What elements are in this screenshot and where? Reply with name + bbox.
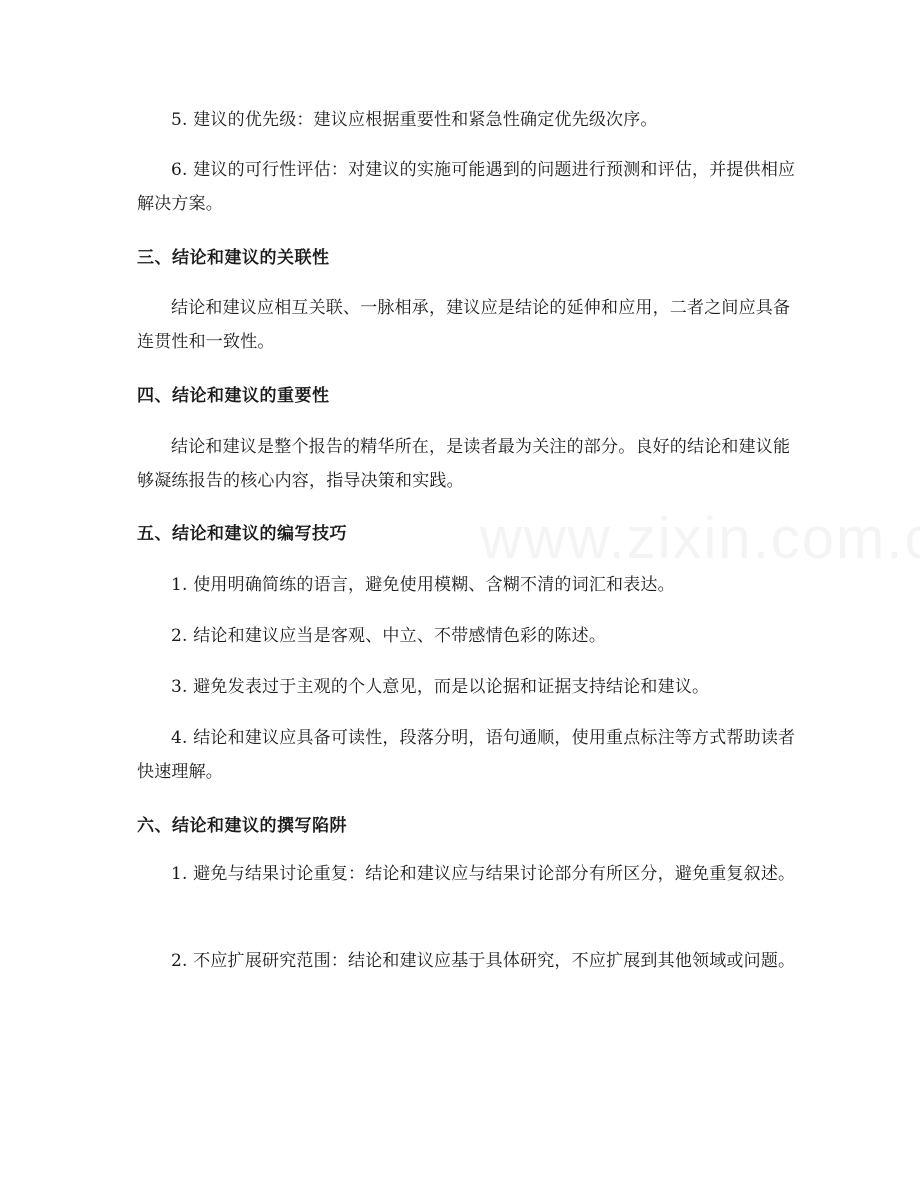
list-item-tip-3: 3. 避免发表过于主观的个人意见，而是以论据和证据支持结论和建议。	[171, 677, 710, 697]
list-item-tip-4: 4. 结论和建议应具备可读性，段落分明，语句通顺，使用重点标注等方式帮助读者快速理解。	[137, 728, 796, 782]
paragraph-importance: 结论和建议是整个报告的精华所在，是读者最为关注的部分。良好的结论和建议能够凝练报告的核心内容，指导决策和实践。	[137, 437, 791, 491]
paragraph-priority: 5. 建议的优先级：建议应根据重要性和紧急性确定优先级次序。	[171, 110, 658, 130]
list-item-tip-1: 1. 使用明确简练的语言，避免使用模糊、含糊不清的词汇和表达。	[171, 575, 675, 595]
list-item-pitfall-2: 2. 不应扩展研究范围：结论和建议应基于具体研究，不应扩展到其他领域或问题。	[171, 951, 796, 971]
heading-importance: 四、结论和建议的重要性	[137, 386, 330, 406]
heading-writing-tips: 五、结论和建议的编写技巧	[137, 524, 347, 544]
paragraph-feasibility: 6. 建议的可行性评估：对建议的实施可能遇到的问题进行预测和评估，并提供相应解决方案。	[137, 160, 796, 214]
paragraph-relevance: 结论和建议应相互关联、一脉相承，建议应是结论的延伸和应用，二者之间应具备连贯性和一致性。	[137, 298, 791, 352]
heading-pitfalls: 六、结论和建议的撰写陷阱	[137, 816, 347, 836]
heading-relevance: 三、结论和建议的关联性	[137, 248, 330, 268]
list-item-tip-2: 2. 结论和建议应当是客观、中立、不带感情色彩的陈述。	[171, 626, 607, 646]
list-item-pitfall-1: 1. 避免与结果讨论重复：结论和建议应与结果讨论部分有所区分，避免重复叙述。	[171, 864, 796, 884]
